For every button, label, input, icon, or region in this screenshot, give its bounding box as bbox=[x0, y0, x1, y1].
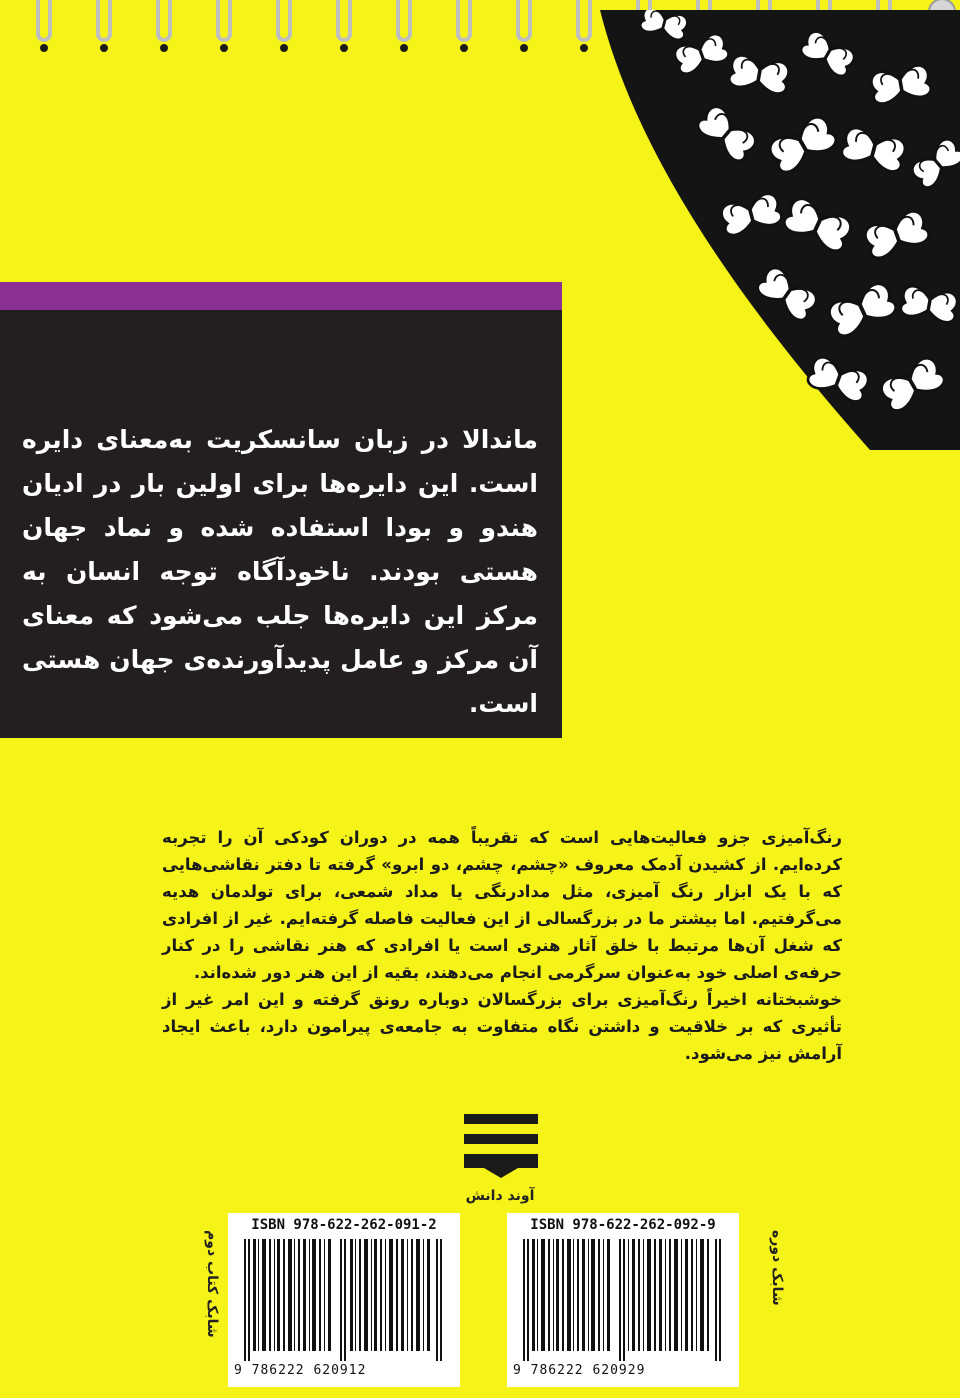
butterfly-mandala-icon bbox=[590, 10, 960, 450]
barcode-icon bbox=[244, 1239, 444, 1361]
book-logo-icon bbox=[458, 1110, 544, 1180]
barcode-book-two bbox=[228, 1213, 460, 1387]
description-paragraph: رنگ‌آمیزی جزو فعالیت‌هایی است که تقریباً همه در دوران کودکی آن را تجربه کرده‌ایم. از کشیدن آدمک معروف «چشم، چشم، دو ابرو» گرفته تا دفتر نقاشی‌هایی که با یک ابزار رنگ آمیزی، مثل مدادرنگی یا مداد شمعی، برای تولدمان هدیه می‌گرفتیم. اما بیشتر ما در بزرگسالی از این فعالیت فاصله گرفته‌ایم. غیر از افرادی که شغل آن‌ها مرتبط با خلق آثار هنری است یا افرادی که هنر نقاشی را در کنار حرفه‌ی اصلی خود به‌عنوان سرگرمی انجام می‌دهند، بقیه از این هنر دور شده‌اند. bbox=[162, 828, 842, 982]
side-label-set: شابک دوره bbox=[769, 1230, 785, 1306]
barcode-digits: 9 786222 620912 bbox=[234, 1363, 367, 1378]
isbn-text: ISBN 978-622-262-091-2 bbox=[251, 1217, 437, 1233]
isbn-text: ISBN 978-622-262-092-9 bbox=[530, 1217, 716, 1233]
side-label-book-two: شابک کتاب دوم bbox=[204, 1230, 220, 1338]
description-paragraph: خوشبختانه اخیراً رنگ‌آمیزی برای بزرگسالان دوباره رونق گرفته و این امر غیر از تأثیری که بر خلاقیت و داشتن نگاه متفاوت به جامعه‌ی پیرامون دارد، باعث ایجاد آرامش نیز می‌شود. bbox=[162, 990, 842, 1063]
intro-text: ماندالا در زبان سانسکریت به‌معنای دایره است. این دایره‌ها برای اولین بار در ادیان هندو و بودا استفاده شده و نماد جهان هستی بودند. ناخودآگاه توجه انسان به مرکز این دایره‌ها جلب می‌شود که معنای آن مرکز و عامل پدیدآورنده‌ی جهان هستی است. bbox=[22, 425, 538, 718]
publisher-name: آوند دانش bbox=[465, 1188, 535, 1204]
purple-band bbox=[0, 282, 562, 310]
barcode-digits: 9 786222 620929 bbox=[513, 1363, 646, 1378]
barcode-icon bbox=[523, 1239, 723, 1361]
barcode-set bbox=[507, 1213, 739, 1387]
description-text bbox=[162, 824, 842, 1067]
